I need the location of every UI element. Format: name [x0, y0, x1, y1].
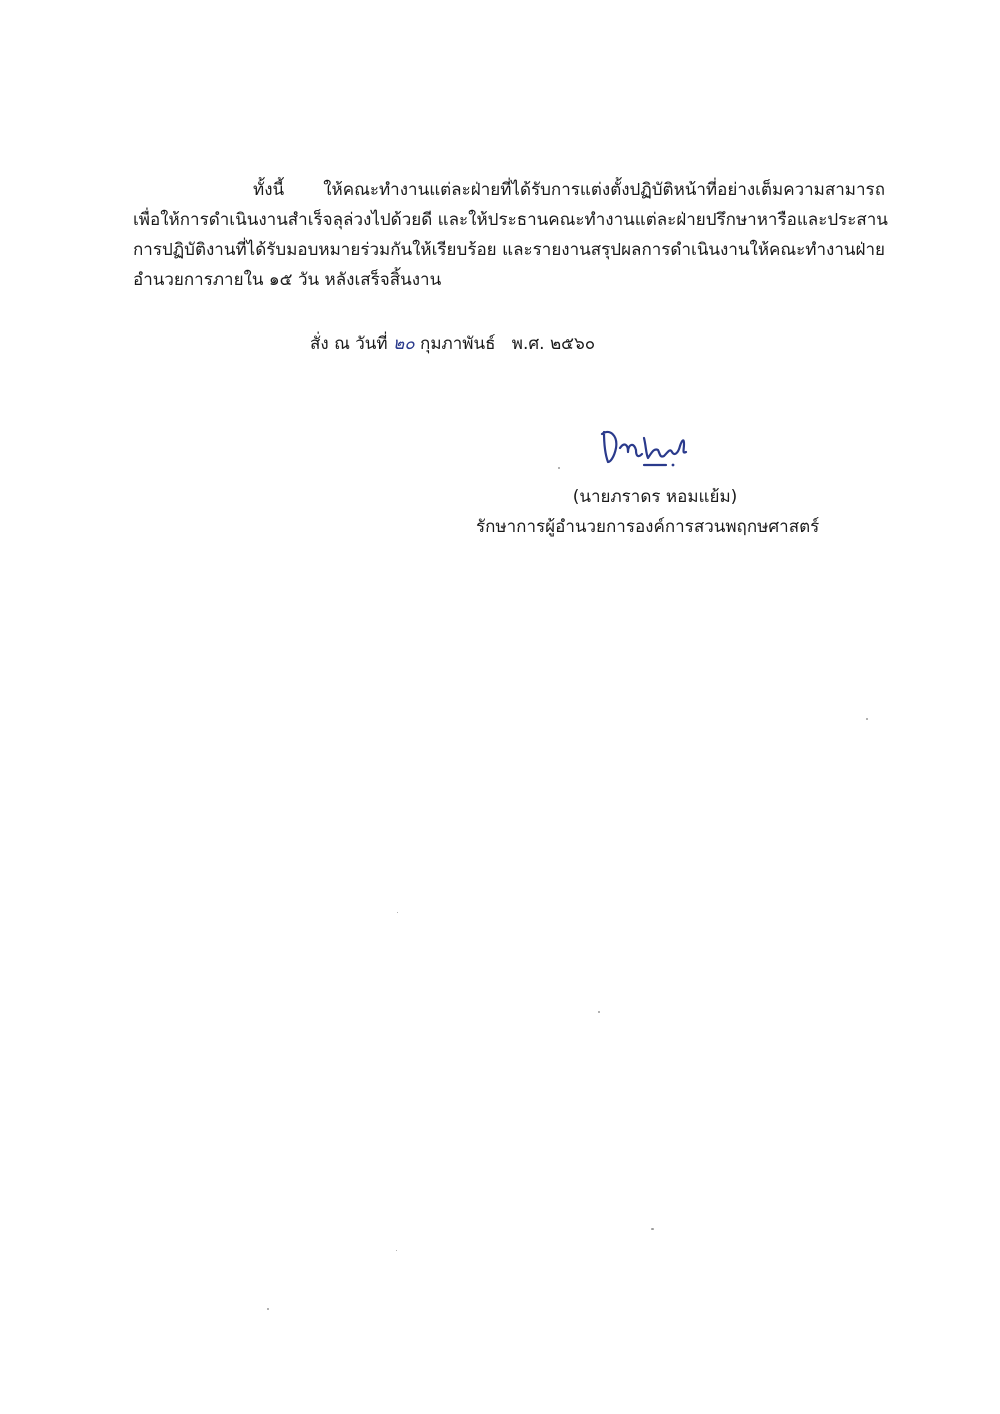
scan-speck: [396, 1250, 397, 1251]
scan-speck: [267, 1308, 269, 1310]
paragraph-line-4: อำนวยการภายใน ๑๕ วัน หลังเสร็จสิ้นงาน: [133, 270, 442, 290]
scan-speck: [558, 467, 560, 469]
signatory-position: รักษาการผู้อำนวยการองค์การสวนพฤกษศาสตร์: [476, 517, 820, 537]
signatory-name: (นายภราดร หอมแย้ม): [572, 487, 738, 507]
scan-speck: [866, 718, 868, 720]
paragraph-line-1: ทั้งนี้ ให้คณะทำงานแต่ละฝ่ายที่ได้รับการแต่งตั้งปฏิบัติหน้าที่อย่างเต็มความสามารถ: [253, 180, 885, 200]
handwritten-signature: [596, 418, 716, 474]
scan-speck: [598, 1011, 600, 1013]
signature-block: [440, 482, 860, 542]
scan-speck: [651, 1228, 654, 1230]
order-date-month: กุมภาพันธ์: [420, 334, 496, 354]
paragraph-line-2: เพื่อให้การดำเนินงานสำเร็จลุล่วงไปด้วยดี และให้ประธานคณะทำงานแต่ละฝ่ายปรึกษาหารือและประสาน: [133, 210, 888, 230]
paragraph-line-3: การปฏิบัติงานที่ได้รับมอบหมายร่วมกันให้เรียบร้อย และรายงานสรุปผลการดำเนินงานให้คณะทำงานฝ่าย: [133, 240, 885, 260]
order-date-line: [310, 329, 595, 359]
order-date-day: ๒๐: [393, 334, 415, 354]
body-paragraph: [133, 175, 888, 295]
order-date-year: พ.ศ. ๒๕๖๐: [511, 334, 596, 354]
order-date-prefix: สั่ง ณ วันที่: [310, 334, 388, 354]
scan-speck: [397, 912, 398, 913]
